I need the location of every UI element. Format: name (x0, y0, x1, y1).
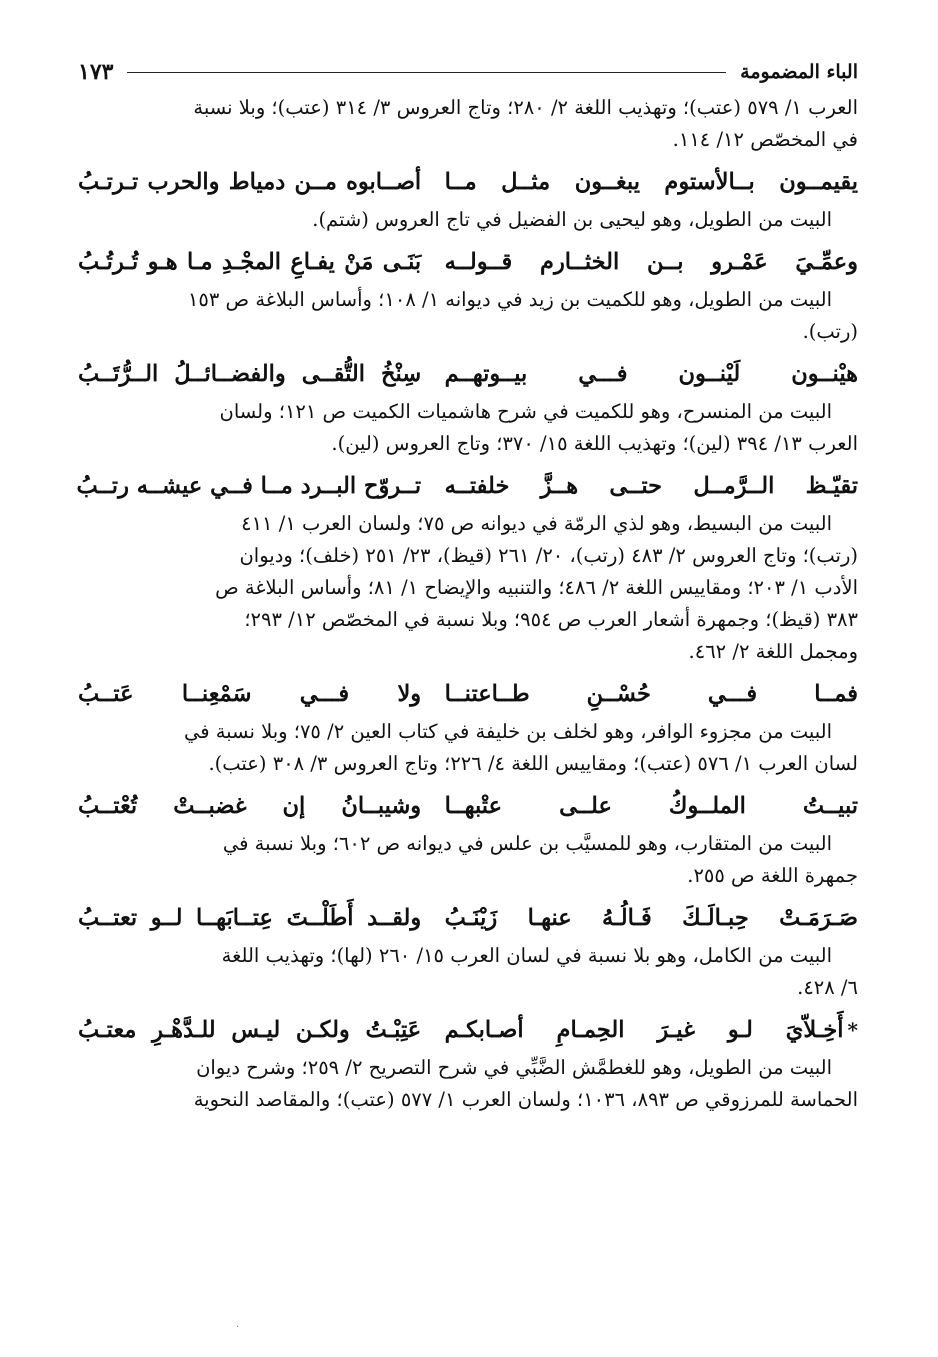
verse-note-line: البيت من المتقارب، وهو للمسيَّب بن علس في ديوانه ص ٦٠٢؛ وبلا نسبة في (222, 832, 832, 855)
verse-note-line: لسان العرب ١/ ٥٧٦ (عتب)؛ ومقاييس اللغة ٤/ ٢٢٦؛ وتاج العروس ٣/ ٣٠٨ (عتب). (208, 752, 858, 775)
verse-note-line: البيت من مجزوء الوافر، وهو لخلف بن خليفة في كتاب العين ٢/ ٧٥؛ وبلا نسبة في (183, 720, 832, 743)
margin-mark: · (236, 1322, 240, 1333)
verse-first-hemistich (445, 356, 858, 392)
verse-line (78, 788, 858, 824)
verse-second-hemistich: ولا فـــي سَمْعِنــا عَتــبُ (78, 681, 422, 707)
verse-first-hemistich (445, 676, 858, 712)
verse-first-text: تقيّـظ الــرَّمــل حتــى هــزَّ خلفتــه (444, 473, 858, 499)
verse-line (78, 900, 858, 936)
verse-note-line: البيت من الطويل، وهو للغطمَّش الضَّبِّي في شرح التصريح ٢/ ٢٥٩؛ وشرح ديوان (196, 1056, 832, 1079)
verse-first-hemistich (445, 1012, 858, 1048)
verse-first-hemistich (445, 900, 858, 936)
book-page (78, 52, 858, 1116)
intro-line: العرب ١/ ٥٧٩ (عتب)؛ وتهذيب اللغة ٢/ ٢٨٠؛ وتاج العروس ٣/ ٣١٤ (عتب)؛ وبلا نسبة (193, 96, 858, 119)
verse-note-line: ٣٨٣ (قيظ)؛ وجمهرة أشعار العرب ص ٩٥٤؛ وبلا نسبة في المخصّص ١٢/ ٢٩٣؛ (244, 608, 858, 631)
verse-second-hemistich: ولقــد أَطَلْــتَ عِتــابَهــا لــو تعتــبُ (78, 905, 422, 931)
verse-note-line: العرب ١٣/ ٣٩٤ (لين)؛ وتهذيب اللغة ١٥/ ٣٧٠؛ وتاج العروس (لين). (331, 432, 858, 455)
verse-first-text: وعمِّـيَ عَمْـرو بــن الخثــارم قــولــه (444, 249, 858, 275)
verse-first-hemistich (445, 788, 858, 824)
verse-note-line: البيت من البسيط، وهو لذي الرمّة في ديوانه ص ٧٥؛ ولسان العرب ١/ ٤١١ (241, 512, 832, 535)
verse-second-hemistich: تــروّح البــرد مــا فــي عيشــه رتــبُ (76, 473, 422, 499)
verse-note-line: البيت من المنسرح، وهو للكميت في شرح هاشميات الكميت ص ١٢١؛ ولسان (219, 400, 832, 423)
verse-first-hemistich (445, 164, 858, 200)
asterisk-mark: * (847, 1018, 858, 1042)
verse-second-hemistich: بَنَـى مَنْ يفـاعِ المجْـدِ مـا هـو تُـرتُـبُ (78, 249, 422, 275)
verse-line (78, 244, 858, 280)
verse-note-line: البيت من الطويل، وهو للكميت بن زيد في ديوانه ١/ ١٠٨؛ وأساس البلاغة ص ١٥٣ (187, 288, 832, 311)
verse-note-line: البيت من الطويل، وهو ليحيى بن الفضيل في تاج العروس (شتم). (312, 208, 832, 231)
verse-first-hemistich (445, 244, 858, 280)
verse-note-line: البيت من الكامل، وهو بلا نسبة في لسان العرب ١٥/ ٢٦٠ (لها)؛ وتهذيب اللغة (221, 944, 832, 967)
verse-first-text: يقيمــون بــالأستوم يبغــون مثــل مــا (444, 169, 858, 195)
header-rule (127, 72, 726, 73)
verse-line (78, 676, 858, 712)
verse-second-hemistich: أصــابوه مــن دمياط والحرب تـرتـبُ (78, 169, 422, 195)
verse-second-hemistich: وشيبــانُ إن غضبــتْ تُعْتــبُ (78, 793, 422, 819)
verse-note-line: الأدب ١/ ٢٠٣؛ ومقاييس اللغة ٢/ ٤٨٦؛ والتنبيه والإيضاح ١/ ٨١؛ وأساس البلاغة ص (215, 576, 858, 599)
verse-note-line: (رتب). (802, 320, 858, 343)
page-header (78, 52, 858, 92)
verse-note-line: الحماسة للمرزوقي ص ٨٩٣، ١٠٣٦؛ ولسان العرب ١/ ٥٧٧ (عتب)؛ والمقاصد النحوية (193, 1088, 858, 1111)
verse-line (78, 164, 858, 200)
page-number: ١٧٣ (78, 59, 114, 85)
verse-line (78, 468, 858, 504)
verse-note-line: ٦/ ٤٢٨. (797, 976, 858, 999)
verse-first-text: صَـرَمَـتْ حِبـالَـكَ فَـالُـهُ عنهـا زَيْنَـبُ (444, 905, 858, 931)
verse-first-text: فمــا فـــي حُسْــنِ طــاعتنــا (444, 681, 858, 707)
verse-first-text: هيْنــون لَيْنــون فـــي بيــوتهــم (444, 361, 858, 387)
verse-note-line: جمهرة اللغة ص ٢٥٥. (687, 864, 858, 887)
verse-note-line: (رتب)؛ وتاج العروس ٢/ ٤٨٣ (رتب)، ٢٠/ ٢٦١ (قيظ)، ٢٣/ ٢٥١ (خلف)؛ وديوان (239, 544, 858, 567)
running-title: الباء المضمومة (740, 61, 858, 83)
verse-entries (78, 164, 858, 1116)
verse-line (78, 356, 858, 392)
verse-first-text: تبيــتُ الملــوكُ علــى عتْبهــا (444, 793, 858, 819)
intro-line: في المخصّص ١٢/ ١١٤. (672, 128, 858, 151)
verse-note-line: ومجمل اللغة ٢/ ٤٦٢. (688, 640, 858, 663)
verse-second-hemistich: عَتِبْـتُ ولكـن ليـس للـدَّهْـرِ معتـبُ (78, 1017, 422, 1043)
verse-line (78, 1012, 858, 1048)
verse-first-text: أَخِـلاّيَ لـو غيـرَ الحِمـامِ أصـابكـم (444, 1017, 844, 1043)
verse-second-hemistich: سِنْخُ التُّقــى والفضــائــلُ الــرُّتَــبُ (78, 361, 422, 387)
verse-first-hemistich (445, 468, 858, 504)
